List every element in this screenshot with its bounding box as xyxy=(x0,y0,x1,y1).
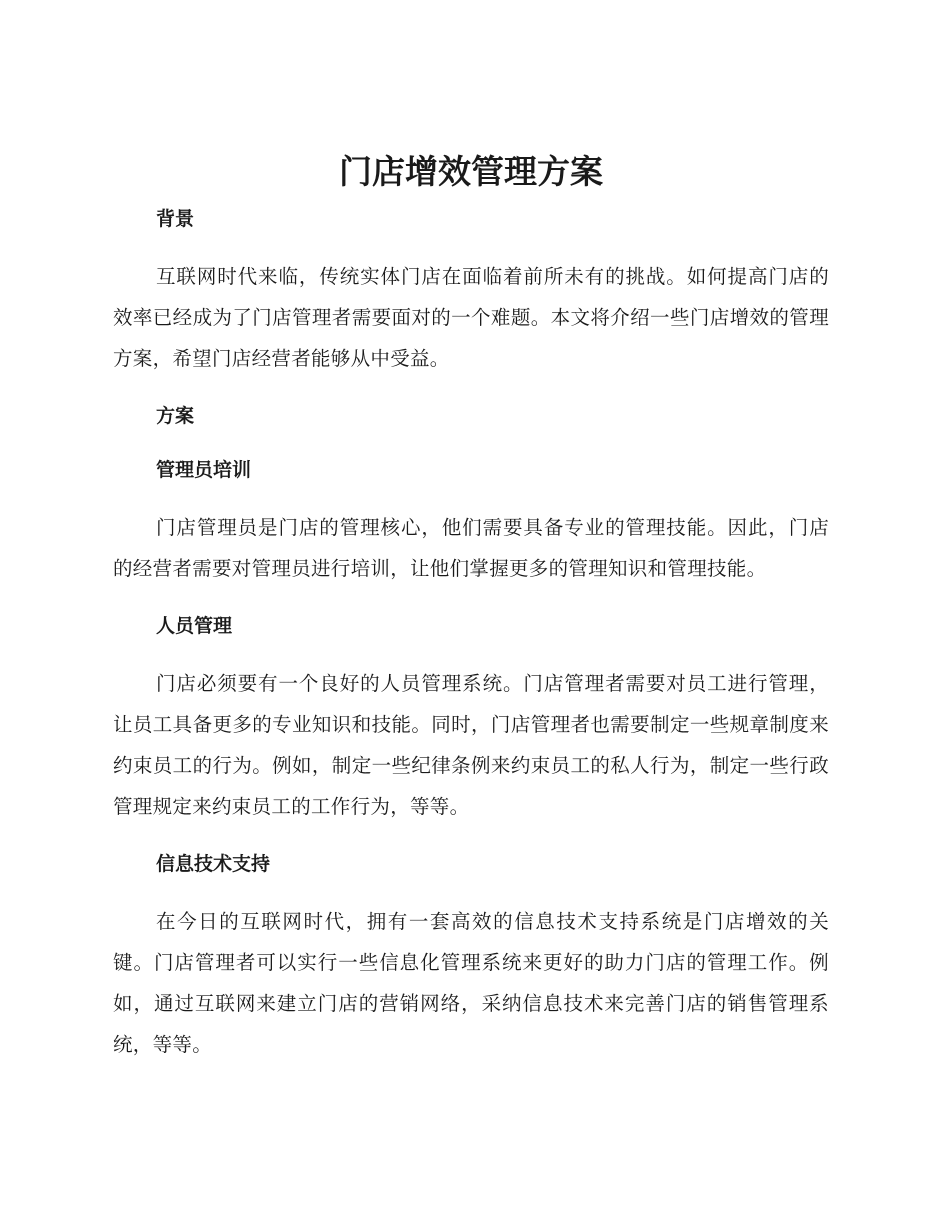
paragraph-background: 互联网时代来临，传统实体门店在面临着前所未有的挑战。如何提高门店的效率已经成为了门店管理者需要面对的一个难题。本文将介绍一些门店增效的管理方案，希望门店经营者能够从中受益。 xyxy=(113,265,829,370)
heading-plan: 方案 xyxy=(156,405,195,427)
spacer xyxy=(113,236,829,256)
spacer xyxy=(113,589,829,609)
heading-background: 背景 xyxy=(156,208,195,230)
spacer xyxy=(113,881,829,901)
heading-it-support: 信息技术支持 xyxy=(156,853,271,875)
paragraph-staff-management: 门店必须要有一个良好的人员管理系统。门店管理者需要对员工进行管理，让员工具备更多的专业知识和技能。同时，门店管理者也需要制定一些规章制度来约束员工的行为。例如，制定一些纪律条例来约束员工的私人行为，制定一些行政管理规定来约束员工的工作行为，等等。 xyxy=(113,672,829,818)
document-page xyxy=(113,148,829,1065)
paragraph-it-support: 在今日的互联网时代，拥有一套高效的信息技术支持系统是门店增效的关键。门店管理者可以实行一些信息化管理系统来更好的助力门店的管理工作。例如，通过互联网来建立门店的营销网络，采纳信息技术来完善门店的销售管理系统，等等。 xyxy=(113,910,829,1056)
spacer xyxy=(113,433,829,453)
spacer xyxy=(113,643,829,663)
spacer xyxy=(113,827,829,847)
heading-manager-training: 管理员培训 xyxy=(156,459,252,481)
document-title: 门店增效管理方案 xyxy=(339,152,603,191)
heading-staff-management: 人员管理 xyxy=(156,615,233,637)
spacer xyxy=(113,379,829,399)
paragraph-manager-training: 门店管理员是门店的管理核心，他们需要具备专业的管理技能。因此，门店的经营者需要对管理员进行培训，让他们掌握更多的管理知识和管理技能。 xyxy=(113,516,829,580)
spacer xyxy=(113,487,829,507)
